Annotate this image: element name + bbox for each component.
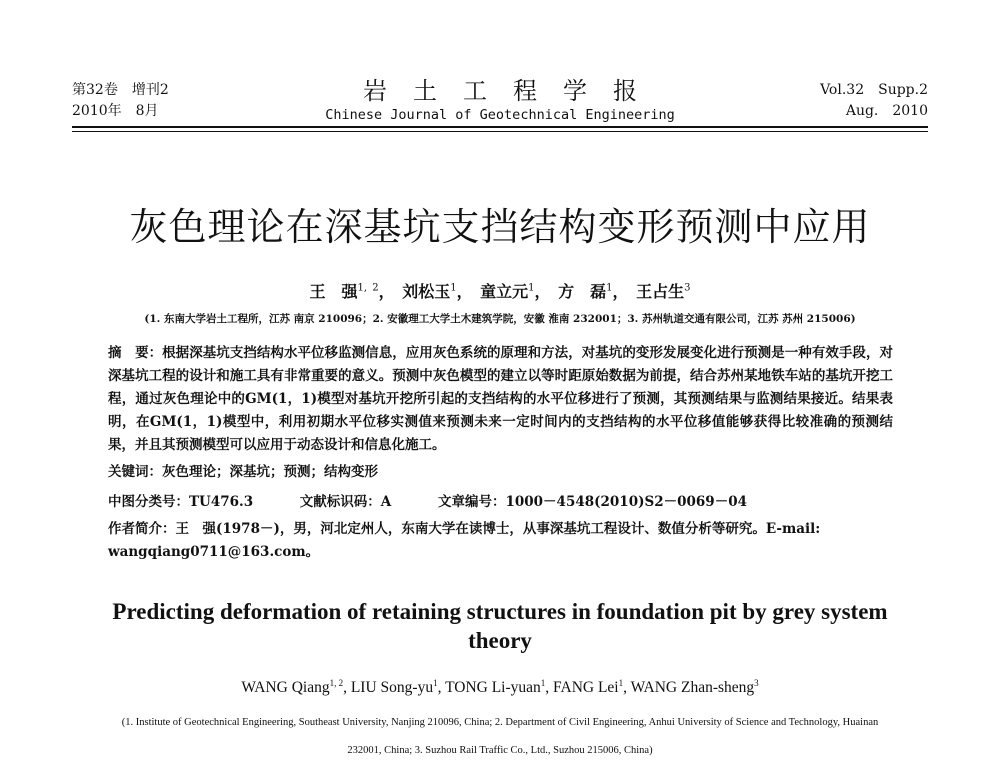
article-number: 文章编号：1000－4548(2010)S2－0069－04 <box>437 494 747 510</box>
bio-label: 作者简介： <box>108 521 176 537</box>
author-affil-mark: 1 <box>528 282 535 294</box>
author-cn: 方 磊 <box>558 282 607 301</box>
keywords-text: 灰色理论；深基坑；预测；结构变形 <box>162 464 378 480</box>
volume-info-en <box>820 80 928 122</box>
journal-name-en: Chinese Journal of Geotechnical Engineering <box>325 107 675 123</box>
clc-number: 中图分类号：TU476.3 <box>108 494 254 510</box>
author-en: FANG Lei <box>553 679 619 697</box>
document-code: 文献标识码：A <box>299 494 392 510</box>
volume-issue-en: Vol.32 Supp.2 <box>820 82 928 98</box>
bio-text: 王 强(1978－)，男，河北定州人，东南大学在读博士，从事深基坑工程设计、数值分析等研究。E-mail: wangqiang0711@163.com。 <box>108 521 821 560</box>
abstract-label: 摘 要： <box>108 345 163 361</box>
journal-name-cn: 岩土工程学报 <box>363 77 663 105</box>
author-en: TONG Li-yuan <box>445 679 541 697</box>
paper-title-cn: 灰色理论在深基坑支挡结构变形预测中应用 <box>129 205 871 249</box>
author-affil-mark: 1, 2 <box>357 282 379 294</box>
author-cn: 王 强 <box>309 282 358 301</box>
abstract-cn <box>108 342 893 457</box>
author-en: WANG Qiang <box>241 679 330 697</box>
author-affil-mark: 1 <box>450 282 457 294</box>
authors-en: WANG Qiang$^{1, 2}$, LIU Song-$yu^1$, TONG Li-yuan$^1$, FANG Lei$^1$, WANG Zhan-sheng$^3$ <box>241 678 759 697</box>
classification-line <box>108 490 789 510</box>
journal-name <box>72 76 928 124</box>
volume-issue: 第32卷 增刊2 <box>72 82 169 98</box>
header-rule-thin <box>72 131 928 132</box>
author-affil-mark: 3 <box>754 678 759 688</box>
affiliations-cn: (1. 东南大学岩土工程所，江苏 南京 210096；2. 安徽理工大学土木建筑学院，安徽 淮南 232001；3. 苏州轨道交通有限公司，江苏 苏州 215006) <box>144 313 856 325</box>
authors-cn: 王 强$^{1, 2}$， 刘松玉$^1$， 童立元$^1$， 方 磊$^1$， 王占生$^3$ <box>309 282 691 301</box>
author-bio <box>108 518 893 564</box>
author-affil-mark: 1 <box>540 678 546 688</box>
publication-date-cn: 2010年 8月 <box>72 103 159 119</box>
author-affil-mark: 1, 2 <box>329 678 344 688</box>
author-en: LIU Song-yu <box>350 679 434 697</box>
publication-date-en: Aug. 2010 <box>845 103 928 119</box>
author-cn: 王占生 <box>636 282 685 301</box>
author-cn: 刘松玉 <box>402 282 451 301</box>
author-affil-mark: 1 <box>618 678 624 688</box>
abstract-text: 根据深基坑支挡结构水平位移监测信息，应用灰色系统的原理和方法，对基坑的变形发展变化进行预测是一种有效手段，对深基坑工程的设计和施工具有非常重要的意义。预测中灰色模型的建立以等时距原始数据为前提，结合苏州某地铁车站的基坑开挖工程，通过灰色理论中的GM(1，1)模型对基坑开挖所引起的支挡结构的水平位移进行了预测，其预测结果与监测结果接近。结果表明，在GM(1，1)模型中，利用初期水平位移实测值来预测未来一定时间内的支挡结构的水平位移值能够获得比较准确的预测结果，并且其预测模型可以应用于动态设计和信息化施工。 <box>108 345 893 453</box>
journal-header <box>72 77 928 130</box>
author-affil-mark: 3 <box>684 282 691 294</box>
author-cn: 童立元 <box>480 282 529 301</box>
keywords-cn <box>108 460 378 480</box>
author-affil-mark: 1 <box>606 282 613 294</box>
header-rule-thick <box>72 126 928 128</box>
author-en: WANG Zhan-sheng <box>630 679 755 697</box>
paper-title-en: Predicting deformation of retaining structures in foundation pit by grey system theory <box>112 599 888 653</box>
affiliations-en: (1. Institute of Geotechnical Engineering, Southeast University, Nanjing 210096, China; 2. Department of Civil Engineering, Anhui University of Science and Technology, Huainan 232001, China; 3. Suzhou Rail Traffic Co., Ltd., Suzhou 215006, China) <box>121 717 879 756</box>
keywords-label: 关键词： <box>108 464 162 480</box>
author-affil-mark: 1 <box>433 678 438 688</box>
